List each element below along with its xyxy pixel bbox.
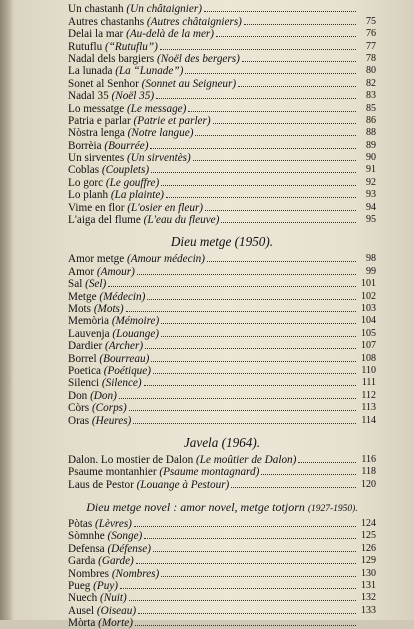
toc-entry-title	[68, 303, 124, 315]
toc-entry-title	[68, 530, 142, 542]
page-number: 118	[361, 466, 376, 478]
toc-entry	[68, 592, 376, 604]
poem-translation: (Sonnet au Seigneur)	[141, 77, 237, 90]
toc-entry-title	[68, 140, 148, 152]
dot-leader	[160, 48, 356, 50]
poem-title: Patria e parlar	[68, 114, 131, 127]
poem-translation: (L'osier en fleur)	[127, 201, 204, 214]
poem-title: Còrs	[68, 402, 90, 415]
toc-entry	[68, 265, 376, 277]
poem-title: Mots	[68, 302, 92, 315]
poem-title: Coblas	[68, 164, 100, 177]
page-number: 105	[361, 327, 376, 339]
toc-entry	[68, 352, 376, 364]
poem-translation: (Un châtaignier)	[126, 3, 202, 16]
dot-leader	[161, 184, 356, 186]
toc-entry-title	[68, 353, 149, 365]
dot-leader	[129, 409, 356, 411]
toc-entry-title	[68, 266, 135, 278]
toc-entry-title	[68, 315, 159, 327]
dot-leader	[205, 209, 356, 211]
page-number: 80	[366, 65, 376, 77]
toc-entry	[68, 102, 376, 114]
toc-entry	[68, 278, 376, 290]
toc-entry	[68, 65, 376, 77]
toc-entry	[68, 176, 376, 188]
page-number: 101	[361, 278, 376, 290]
poem-title: Lo planh	[68, 189, 109, 202]
section-heading-text: Dieu metge novel : amor novel, metge totjorn	[86, 499, 305, 514]
toc-entry	[68, 40, 376, 52]
dot-leader	[137, 273, 356, 275]
dot-leader	[242, 60, 356, 62]
toc-entry	[68, 542, 376, 554]
poem-translation: (L'eau du fleuve)	[143, 214, 220, 227]
poem-translation: (Noël des bergers)	[156, 52, 240, 65]
toc-entry-title	[68, 617, 133, 629]
page-gutter-shadow	[0, 0, 14, 620]
toc-entry-title	[68, 291, 145, 303]
dot-leader	[136, 562, 356, 564]
page-number: 94	[366, 201, 376, 213]
page-number: 77	[366, 40, 376, 52]
poem-title: Oras	[68, 414, 90, 427]
poem-translation: (Oiseau)	[96, 604, 137, 617]
page-number: 114	[361, 414, 376, 426]
poem-title: Rutuflu	[68, 40, 103, 53]
poem-title: Dalon. Lo mostier de Dalon	[68, 453, 194, 466]
poem-translation: (Archer)	[104, 340, 144, 353]
toc-entry	[68, 530, 376, 542]
poem-translation: (Amour)	[96, 265, 135, 278]
page-number: 111	[361, 377, 376, 389]
section-heading-years: (1927-1950).	[307, 503, 358, 514]
page-number: 76	[366, 28, 376, 40]
page-number: 102	[361, 290, 376, 302]
poem-translation: (Notre langue)	[127, 127, 194, 140]
toc-entry	[68, 214, 376, 226]
poem-translation: (Défense)	[107, 542, 151, 555]
page-number: 99	[366, 265, 376, 277]
poem-title: Nadal 35	[68, 90, 109, 103]
dot-leader	[195, 134, 356, 136]
toc-entry-title	[68, 580, 118, 592]
page-number: 86	[366, 114, 376, 126]
poem-title: Don	[68, 389, 88, 402]
poem-translation: (Poétique)	[103, 364, 151, 377]
dot-leader	[151, 360, 356, 362]
page-number: 126	[361, 542, 376, 554]
dot-leader	[129, 599, 356, 601]
poem-title: Delai la mar	[68, 28, 124, 41]
poem-title: Mòrta	[68, 617, 96, 629]
toc-entry-title	[68, 568, 159, 580]
poem-translation: (Couplets)	[101, 164, 150, 177]
toc-entry-title	[68, 454, 296, 466]
dot-leader	[221, 221, 356, 223]
toc-entry-title	[68, 41, 158, 53]
toc-entry	[68, 3, 376, 15]
toc-entry-title	[68, 28, 214, 40]
dot-leader	[298, 461, 356, 463]
dot-leader	[207, 260, 356, 262]
poem-translation: (Silence)	[101, 377, 142, 390]
poem-translation: (Garde)	[98, 555, 134, 568]
page-number: 125	[361, 530, 376, 542]
toc-entry	[68, 340, 376, 352]
toc-entry-title	[68, 115, 211, 127]
page-number: 131	[361, 580, 376, 592]
poem-title: Pueg	[68, 580, 91, 593]
poem-title: Un sirventes	[68, 152, 125, 165]
toc-entry-title	[68, 65, 183, 77]
toc-entry	[68, 617, 376, 629]
dot-leader	[161, 322, 356, 324]
section-heading-text: Javela (1964).	[183, 434, 261, 450]
poem-translation: (Au-delà de la mer)	[126, 28, 215, 41]
toc-entry-title	[68, 278, 106, 290]
dot-leader	[151, 171, 356, 173]
page-number: 75	[366, 15, 376, 27]
poem-title: Amor	[68, 265, 95, 278]
toc-entry-title	[68, 3, 202, 15]
toc-entry-title	[68, 90, 154, 102]
toc-entry	[68, 53, 376, 65]
dot-leader	[138, 612, 356, 614]
toc-entry-title	[68, 253, 205, 265]
poem-translation: (Louange à Pestour)	[136, 478, 230, 491]
poem-title: Autres chastanhs	[68, 15, 145, 28]
dot-leader	[120, 587, 356, 589]
toc-entry	[68, 253, 376, 265]
toc-entry-title	[68, 466, 259, 478]
toc-entry	[68, 15, 376, 27]
page-number: 104	[361, 315, 376, 327]
poem-title: Lo gorc	[68, 176, 104, 189]
page-number: 90	[366, 152, 376, 164]
toc-entry-title	[68, 365, 151, 377]
poem-translation: (Le gouffre)	[105, 176, 160, 189]
poem-translation: (Lèvres)	[95, 518, 132, 531]
toc-entry	[68, 389, 376, 401]
toc-entry	[68, 604, 376, 616]
page-number: 91	[366, 164, 376, 176]
toc-entry-title	[68, 214, 219, 226]
dot-leader	[193, 159, 356, 161]
dot-leader	[144, 384, 356, 386]
page-number: 130	[361, 567, 376, 579]
toc-entry	[68, 303, 376, 315]
toc-entry	[68, 127, 376, 139]
dot-leader	[119, 397, 356, 399]
toc-entry	[68, 28, 376, 40]
toc-entry-title	[68, 328, 159, 340]
dot-leader	[238, 85, 356, 87]
toc-entry-title	[68, 377, 142, 389]
dot-leader	[150, 147, 356, 149]
toc-entry	[68, 377, 376, 389]
toc-entry	[68, 290, 376, 302]
toc-entry	[68, 567, 376, 579]
page-number: 92	[366, 176, 376, 188]
toc-entry-title	[68, 152, 191, 164]
poem-translation: (Bourrée)	[104, 139, 149, 152]
dot-leader	[156, 97, 356, 99]
dot-leader	[161, 335, 356, 337]
toc-entry	[68, 164, 376, 176]
poem-translation: (Un sirventès)	[127, 152, 191, 165]
poem-translation: (Le moûtier de Dalon)	[196, 453, 297, 466]
page-number: 88	[366, 127, 376, 139]
section-heading	[68, 233, 376, 251]
poem-title: Metge	[68, 290, 97, 303]
toc-entry-title	[68, 164, 149, 176]
toc-entry-title	[68, 202, 203, 214]
poem-title: Nombres	[68, 567, 110, 580]
toc-entry	[68, 315, 376, 327]
poem-title: Memòria	[68, 315, 110, 328]
dot-leader	[134, 525, 356, 527]
section-heading-text: Dieu metge (1950).	[170, 234, 274, 250]
toc-entry	[68, 201, 376, 213]
toc-entry-title	[68, 592, 127, 604]
poem-title: L'aiga del flume	[68, 214, 141, 227]
poem-translation: (Mémoire)	[111, 315, 160, 328]
dot-leader	[261, 473, 356, 475]
page-number: 107	[361, 340, 376, 352]
toc-entry-title	[68, 103, 186, 115]
page-number: 93	[366, 189, 376, 201]
toc-entry	[68, 327, 376, 339]
poem-title: Borrèia	[68, 139, 102, 152]
page-number: 95	[366, 214, 376, 226]
poem-translation: (Louange)	[112, 327, 160, 340]
toc-entry	[68, 555, 376, 567]
toc-entry-title	[68, 78, 236, 90]
toc-entry	[68, 414, 376, 426]
dot-leader	[185, 72, 356, 74]
page-number: 85	[366, 102, 376, 114]
poem-translation: (Le message)	[127, 102, 187, 115]
toc-entry	[68, 454, 376, 466]
table-of-contents	[68, 3, 376, 629]
dot-leader	[204, 10, 356, 12]
page-number: 103	[361, 302, 376, 314]
poem-translation: (Psaume montagnard)	[159, 466, 260, 479]
toc-entry	[68, 115, 376, 127]
poem-title: Sal	[68, 278, 83, 291]
poem-translation: (Sel)	[85, 278, 107, 291]
toc-entry	[68, 466, 376, 478]
section-heading	[68, 498, 376, 516]
toc-entry-title	[68, 127, 193, 139]
poem-translation: (Puy)	[93, 580, 119, 593]
poem-title: Nòstra lenga	[68, 127, 125, 140]
page-number: 108	[361, 352, 376, 364]
dot-leader	[126, 310, 356, 312]
poem-translation: (Don)	[90, 389, 117, 402]
toc-entry-title	[68, 415, 131, 427]
page-number: 89	[366, 139, 376, 151]
poem-translation: (La “Lunade”)	[115, 65, 184, 78]
poem-title: Poetica	[68, 364, 101, 377]
toc-entry-title	[68, 340, 143, 352]
poem-title: Un chastanh	[68, 3, 124, 16]
page-number: 120	[361, 478, 376, 490]
page-number: 112	[361, 389, 376, 401]
toc-entry-title	[68, 177, 159, 189]
dot-leader	[166, 196, 356, 198]
poem-title: Vime en flor	[68, 201, 125, 214]
page-number: 110	[361, 364, 376, 376]
poem-translation: (Songe)	[107, 530, 143, 543]
toc-entry	[68, 478, 376, 490]
poem-title: Nadal dels bargiers	[68, 52, 155, 65]
poem-translation: (Mots)	[93, 302, 124, 315]
dot-leader	[144, 537, 356, 539]
toc-entry-title	[68, 53, 240, 65]
dot-leader	[161, 575, 356, 577]
page-number: 82	[366, 77, 376, 89]
toc-entry	[68, 90, 376, 102]
dot-leader	[153, 550, 356, 552]
poem-translation: (Heures)	[91, 414, 132, 427]
page-number: 78	[366, 52, 376, 64]
toc-entry	[68, 152, 376, 164]
dot-leader	[145, 347, 356, 349]
poem-title: Sòmnhe	[68, 530, 105, 543]
page-number: 116	[361, 453, 376, 465]
poem-title: La lunada	[68, 65, 113, 78]
poem-translation: (Bourreau)	[99, 352, 150, 365]
poem-title: Pòtas	[68, 518, 93, 531]
page-number: 132	[361, 592, 376, 604]
toc-entry	[68, 77, 376, 89]
section-heading	[68, 434, 376, 452]
poem-translation: (Nuit)	[100, 592, 127, 605]
dot-leader	[133, 422, 356, 424]
poem-title: Dardier	[68, 340, 103, 353]
poem-title: Ausel	[68, 604, 95, 617]
dot-leader	[108, 285, 356, 287]
poem-translation: (Autres châtaigniers)	[146, 15, 242, 28]
toc-entry-title	[68, 605, 136, 617]
toc-entry-title	[68, 555, 134, 567]
dot-leader	[188, 110, 356, 112]
toc-entry-title	[68, 543, 151, 555]
poem-translation: (Patrie et parler)	[133, 114, 211, 127]
poem-translation: (Nombres)	[111, 567, 160, 580]
dot-leader	[153, 372, 356, 374]
toc-entry-title	[68, 518, 132, 530]
toc-entry-title	[68, 479, 229, 491]
poem-title: Lauvenja	[68, 327, 110, 340]
page-number: 129	[361, 555, 376, 567]
poem-title: Borrel	[68, 352, 97, 365]
poem-translation: (“Rutuflu”)	[104, 40, 158, 53]
dot-leader	[231, 486, 356, 488]
poem-title: Garda	[68, 555, 96, 568]
poem-title: Sonet al Senhor	[68, 77, 139, 90]
poem-title: Defensa	[68, 542, 105, 555]
poem-title: Amor metge	[68, 253, 125, 266]
poem-title: Laus de Pestor	[68, 478, 134, 491]
toc-entry-title	[68, 402, 127, 414]
toc-entry	[68, 365, 376, 377]
poem-translation: (Noël 35)	[111, 90, 155, 103]
dot-leader	[213, 122, 356, 124]
toc-entry	[68, 518, 376, 530]
poem-title: Lo messatge	[68, 102, 125, 115]
poem-translation: (Morte)	[98, 617, 133, 629]
toc-entry	[68, 402, 376, 414]
poem-translation: (Médecin)	[99, 290, 146, 303]
poem-translation: (Amour médecin)	[127, 253, 206, 266]
page-number: 124	[361, 518, 376, 530]
dot-leader	[216, 35, 356, 37]
toc-entry-title	[68, 390, 117, 402]
toc-entry	[68, 189, 376, 201]
page-number: 83	[366, 90, 376, 102]
dot-leader	[147, 298, 356, 300]
page-number: 113	[361, 402, 376, 414]
poem-translation: (Corps)	[91, 402, 127, 415]
toc-entry	[68, 139, 376, 151]
poem-title: Silenci	[68, 377, 100, 390]
toc-entry-title	[68, 16, 242, 28]
poem-translation: (La plainte)	[110, 189, 165, 202]
toc-entry	[68, 580, 376, 592]
poem-title: Psaume montanhier	[68, 466, 157, 479]
page-number: 98	[366, 253, 376, 265]
dot-leader	[244, 23, 356, 25]
page-number: 133	[361, 604, 376, 616]
toc-entry-title	[68, 189, 164, 201]
poem-title: Nuech	[68, 592, 98, 605]
dot-leader	[135, 624, 356, 626]
